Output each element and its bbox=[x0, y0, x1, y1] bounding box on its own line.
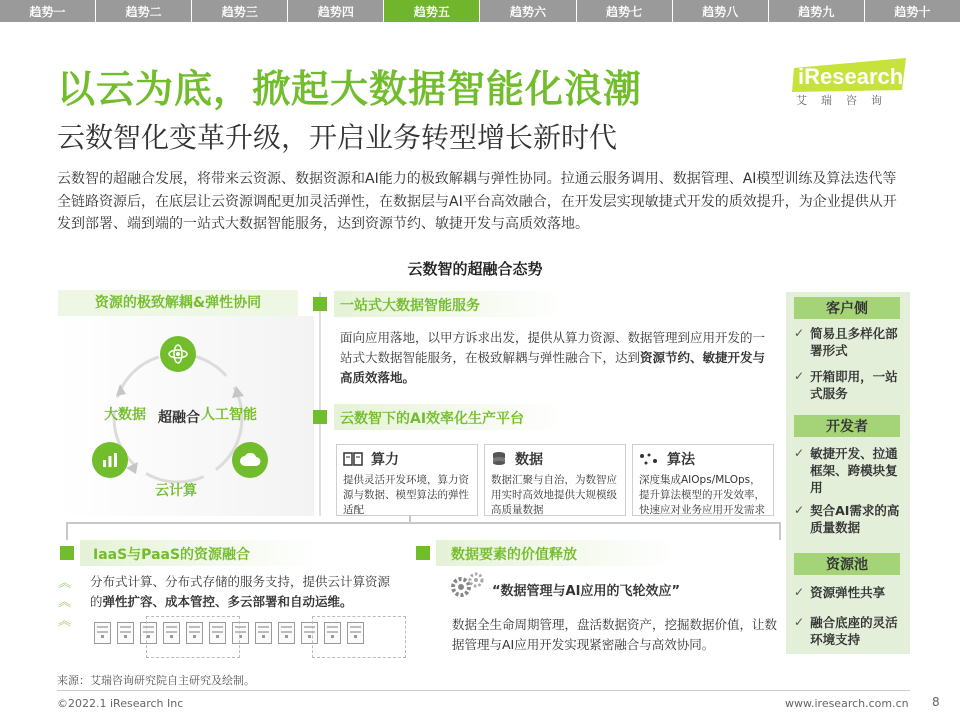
check-icon: ✓ bbox=[794, 585, 805, 599]
server-icon bbox=[117, 622, 134, 644]
section-marker bbox=[60, 546, 74, 560]
footer-divider bbox=[57, 690, 910, 691]
right-item-text: 融合底座的灵活环境支持 bbox=[810, 615, 898, 647]
right-item bbox=[794, 445, 902, 496]
section-marker bbox=[416, 546, 430, 560]
left-block-title: 资源的极致解耦&弹性协同 bbox=[94, 295, 262, 311]
card-algorithm-title: 算法 bbox=[667, 452, 695, 468]
book-icon bbox=[343, 452, 363, 466]
check-icon: ✓ bbox=[794, 615, 805, 629]
bracket-line bbox=[66, 522, 781, 524]
check-icon: ✓ bbox=[794, 446, 805, 460]
trend-nav bbox=[0, 0, 960, 24]
section1-text bbox=[340, 328, 772, 388]
label-ai: 人工智能 bbox=[201, 407, 257, 423]
section-marker bbox=[313, 410, 327, 424]
right-item-text: 契合AI需求的高质量数据 bbox=[810, 503, 900, 535]
card-compute-text: 提供灵活开发环境，算力资源与数据、模型算法的弹性适配 bbox=[343, 474, 469, 516]
section1-text-bold: 资源节约、敏捷开发与高质效落地。 bbox=[340, 350, 766, 385]
section4-quote: “数据管理与AI应用的飞轮效应” bbox=[492, 584, 680, 599]
tab-trend-2[interactable]: 趋势二 bbox=[96, 0, 191, 22]
right-item-text: 简易且多样化部署形式 bbox=[810, 326, 898, 358]
tab-trend-5[interactable]: 趋势五 bbox=[384, 0, 479, 22]
section-marker bbox=[313, 297, 327, 311]
website-link[interactable]: www.iresearch.com.cn bbox=[785, 697, 909, 710]
card-data-title: 数据 bbox=[515, 452, 543, 468]
chevron-up-icons: ︽ ︽ ︽ bbox=[58, 576, 72, 629]
card-algorithm-head bbox=[633, 445, 773, 473]
source-note: 来源：艾瑞咨询研究院自主研究及绘制。 bbox=[57, 674, 255, 687]
page-title: 以云为底，掀起大数据智能化浪潮 bbox=[57, 67, 643, 111]
section3-text-main: 分布式计算、分布式存储的服务支持，提供云计算资源的 bbox=[90, 574, 391, 609]
intro-paragraph: 云数智的超融合发展，将带来云资源、数据资源和AI能力的极致解耦与弹性协同。拉通云服务调用、数据管理、AI模型训练及算法迭代等全链路资源后，在底层让云资源调配更加灵活弹性，在数据层与AI平台高效融合，在开发层实现敏捷式开发的质效提升，为企业提供从开发到部署、端到端的一站式大数据智能服务，达到资源节约、敏捷开发与高质效落地。 bbox=[57, 171, 897, 232]
logo-subtitle: 艾瑞咨询 bbox=[796, 94, 896, 107]
section1-title: 一站式大数据智能服务 bbox=[340, 298, 480, 314]
section3-title: IaaS与PaaS的资源融合 bbox=[93, 547, 251, 563]
right-item bbox=[794, 584, 902, 601]
card-compute-title: 算力 bbox=[371, 452, 399, 468]
diagram-title: 云数智的超融合态势 bbox=[407, 260, 543, 278]
section3-text-bold: 弹性扩容、成本管控、多云部署和自动运维。 bbox=[102, 594, 353, 609]
tab-trend-6[interactable]: 趋势六 bbox=[480, 0, 575, 22]
right-item bbox=[794, 368, 902, 402]
section4-title: 数据要素的价值释放 bbox=[451, 547, 577, 563]
tab-trend-7[interactable]: 趋势七 bbox=[577, 0, 672, 22]
group-title-developer: 开发者 bbox=[794, 415, 900, 437]
tab-trend-3[interactable]: 趋势三 bbox=[192, 0, 287, 22]
card-data-head bbox=[485, 445, 625, 473]
tab-trend-4[interactable]: 趋势四 bbox=[288, 0, 383, 22]
tab-trend-8[interactable]: 趋势八 bbox=[673, 0, 768, 22]
tab-trend-10[interactable]: 趋势十 bbox=[865, 0, 960, 22]
section4-text: 数据全生命周期管理，盘活数据资产，挖掘数据价值，让数据管理与AI应用开发实现紧密融合与高效协同。 bbox=[452, 617, 778, 652]
tab-trend-1[interactable]: 趋势一 bbox=[0, 0, 95, 22]
bar-chart-icon bbox=[92, 442, 128, 478]
card-compute bbox=[336, 444, 478, 516]
right-item-text: 敏捷开发、拉通框架、跨模块复用 bbox=[810, 446, 898, 495]
server-icon bbox=[255, 622, 272, 644]
card-algorithm bbox=[632, 444, 774, 516]
card-data bbox=[484, 444, 626, 516]
server-group-outline bbox=[146, 616, 240, 658]
card-data-text: 数据汇聚与自治，为数智应用实时高效地提供大规模级高质量数据 bbox=[491, 474, 617, 516]
right-item-text: 开箱即用，一站式服务 bbox=[810, 369, 898, 401]
copyright: ©2022.1 iResearch Inc bbox=[57, 697, 184, 710]
group-title-resource-pool: 资源池 bbox=[794, 553, 900, 575]
logo-text: iResearch bbox=[798, 64, 904, 89]
core-label: 超融合 bbox=[158, 410, 200, 426]
page-subtitle: 云数智化变革升级，开启业务转型增长新时代 bbox=[57, 121, 618, 154]
server-icon bbox=[94, 622, 111, 644]
card-compute-head bbox=[337, 445, 477, 473]
card-algorithm-text: 深度集成AIOps/MLOps，提升算法模型的开发效率，快速应对业务应用开发需求 bbox=[639, 474, 765, 516]
page-number: 8 bbox=[932, 695, 940, 709]
server-icon bbox=[278, 622, 295, 644]
server-group-outline bbox=[312, 616, 406, 658]
right-item bbox=[794, 325, 902, 359]
right-item bbox=[794, 502, 902, 536]
check-icon: ✓ bbox=[794, 503, 805, 517]
right-item bbox=[794, 614, 902, 648]
group-title-customer: 客户侧 bbox=[794, 297, 900, 319]
cloud-icon bbox=[232, 442, 268, 478]
atom-icon bbox=[160, 336, 196, 372]
section3-text bbox=[90, 572, 402, 612]
right-item-text: 资源弹性共享 bbox=[810, 585, 886, 600]
gears-icon bbox=[450, 572, 486, 604]
bracket-left bbox=[66, 522, 68, 540]
label-cloud: 云计算 bbox=[155, 483, 197, 499]
tab-trend-9[interactable]: 趋势九 bbox=[769, 0, 864, 22]
check-icon: ✓ bbox=[794, 369, 805, 383]
database-icon bbox=[491, 451, 507, 467]
divider-line bbox=[319, 292, 321, 516]
section2-title: 云数智下的AI效率化生产平台 bbox=[340, 411, 525, 427]
label-big-data: 大数据 bbox=[104, 407, 146, 423]
check-icon: ✓ bbox=[794, 326, 805, 340]
nodes-icon bbox=[639, 452, 659, 466]
bracket-right bbox=[779, 522, 781, 540]
section1-text-main: 面向应用落地，以甲方诉求出发，提供从算力资源、数据管理到应用开发的一站式大数据智能服务，在极致解耦与弹性融合下，达到 bbox=[340, 330, 766, 365]
